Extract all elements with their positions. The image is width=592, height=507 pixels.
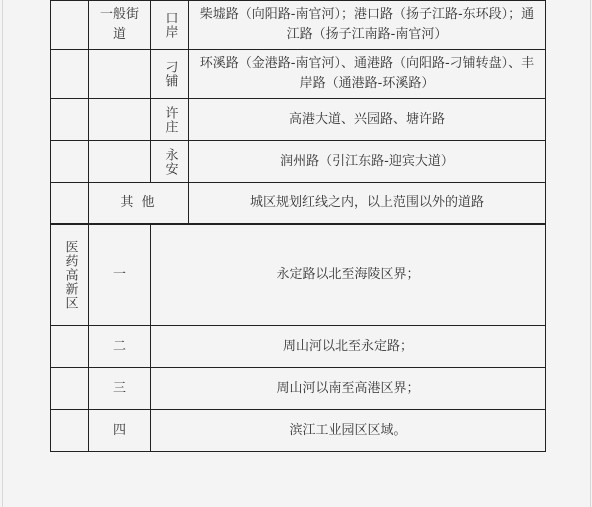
district-cell — [51, 99, 89, 141]
district-cell — [51, 183, 89, 224]
table-row — [51, 368, 546, 410]
document-page — [2, 0, 591, 507]
zone-desc-cell: 周山河以北至永定路； — [151, 326, 546, 368]
category-cell — [89, 50, 151, 99]
sub-area-cell: 刁铺 — [151, 50, 189, 99]
district-cell — [51, 50, 89, 99]
zone-number-cell: 二 — [89, 326, 151, 368]
sub-area-cell: 许庄 — [151, 99, 189, 141]
table-row — [51, 326, 546, 368]
sub-area-cell: 口岸 — [151, 1, 189, 50]
district-cell — [51, 368, 89, 410]
zone-desc-cell: 周山河以南至高港区界； — [151, 368, 546, 410]
district-cell — [51, 410, 89, 452]
roads-cell: 环溪路（金港路-南官河）、通港路（向阳路-刁铺转盘）、丰岸路（通港路-环溪路） — [189, 50, 546, 99]
zone-desc-cell: 滨江工业园区区域。 — [151, 410, 546, 452]
table-row — [51, 141, 546, 183]
table-row — [51, 99, 546, 141]
district-cell — [51, 326, 89, 368]
table-row — [51, 50, 546, 99]
table-row — [51, 1, 546, 50]
roads-cell: 高港大道、兴园路、塘许路 — [189, 99, 546, 141]
other-label-cell: 其 他 — [89, 183, 189, 224]
pharma-zone-table — [50, 224, 546, 452]
table-row — [51, 225, 546, 326]
zone-number-cell: 一 — [89, 225, 151, 326]
district-cell — [51, 141, 89, 183]
category-cell — [89, 141, 151, 183]
category-cell: 一般街道 — [89, 1, 151, 50]
zone-number-cell: 四 — [89, 410, 151, 452]
sub-area-cell: 永安 — [151, 141, 189, 183]
table-row — [51, 410, 546, 452]
table-row — [51, 183, 546, 224]
zone-number-cell: 三 — [89, 368, 151, 410]
road-zone-table — [50, 0, 546, 224]
district-cell — [51, 1, 89, 50]
roads-cell: 润州路（引江东路-迎宾大道） — [189, 141, 546, 183]
roads-cell: 柴墟路（向阳路-南官河）；港口路（扬子江路-东环段）；通江路（扬子江南路-南官河） — [189, 1, 546, 50]
roads-cell: 城区规划红线之内，以上范围以外的道路 — [189, 183, 546, 224]
district-cell: 医药高新区 — [51, 225, 89, 326]
zone-desc-cell: 永定路以北至海陵区界； — [151, 225, 546, 326]
category-cell — [89, 99, 151, 141]
